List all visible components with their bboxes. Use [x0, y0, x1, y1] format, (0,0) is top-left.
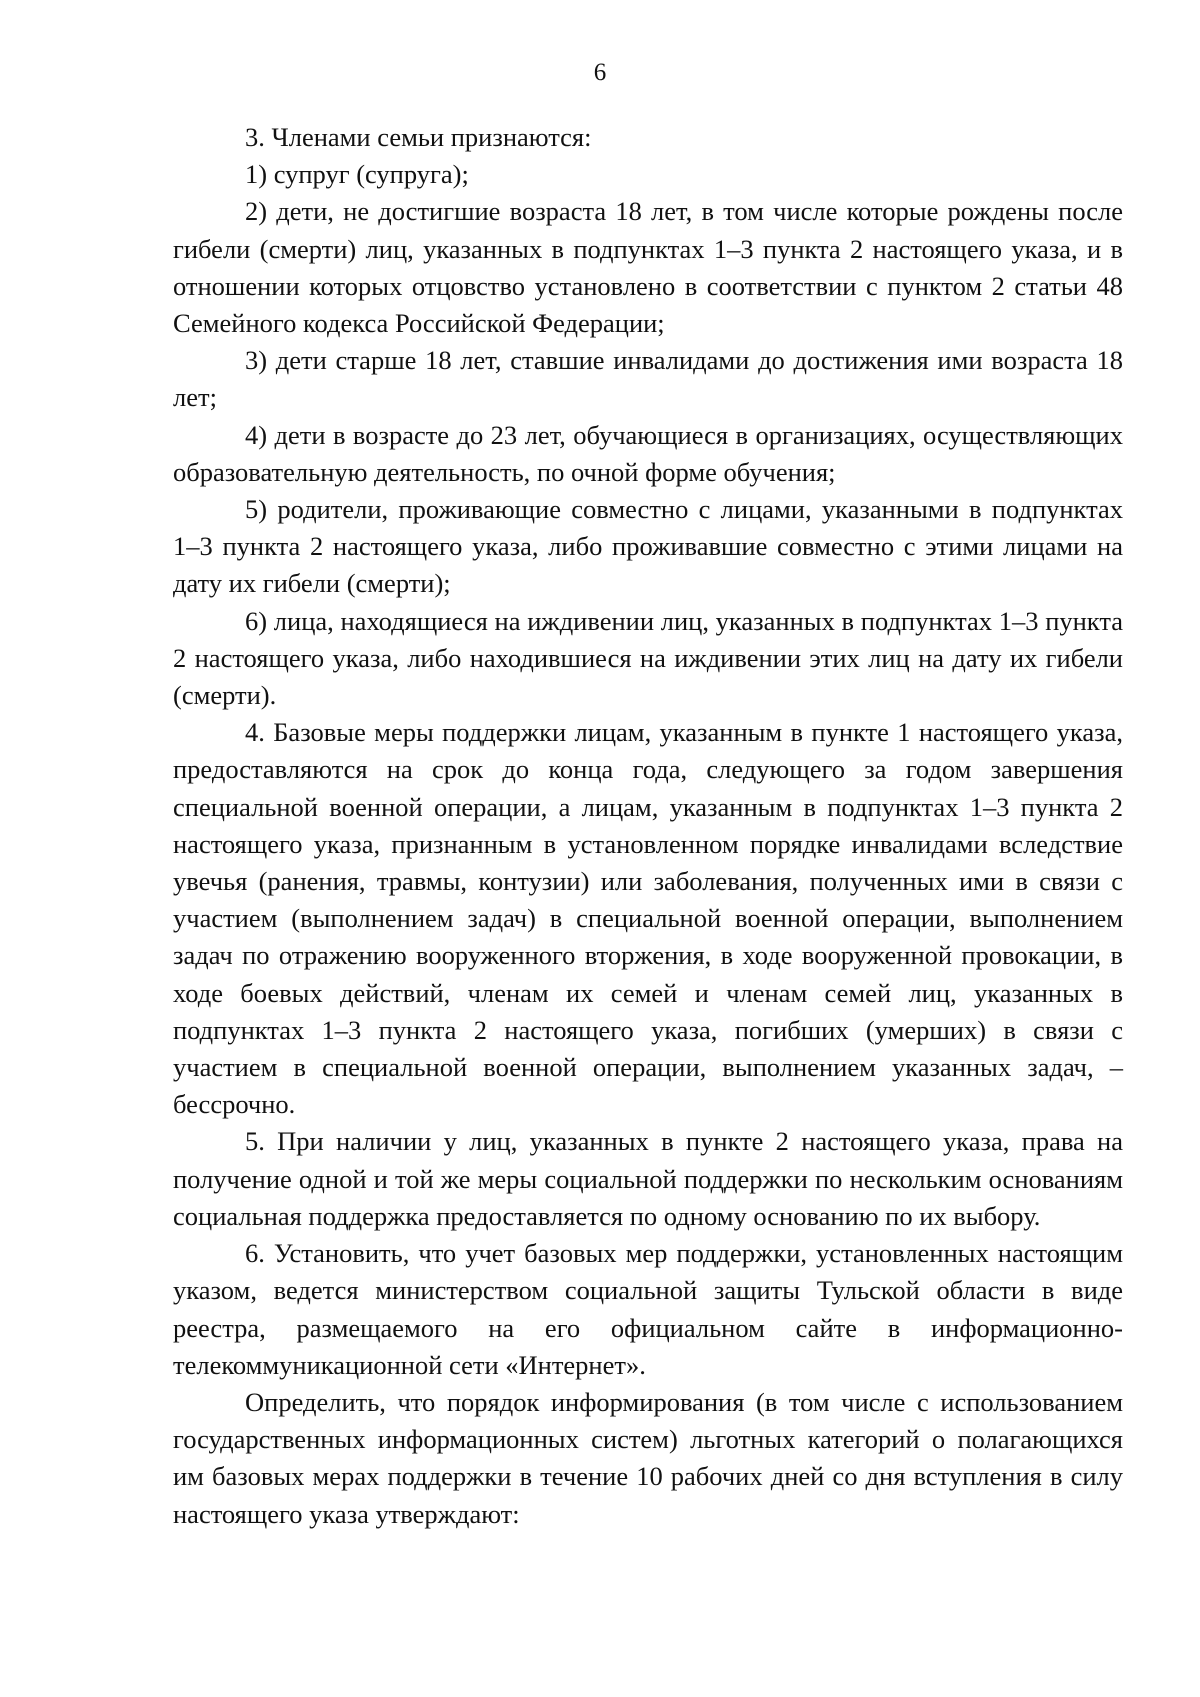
paragraph-5: 5. При наличии у лиц, указанных в пункте 2 настоящего указа, права на получение одной и той же меры социальной поддержки по нескольким основаниям социальная поддержка предоставляется по одному основанию по их выбору. [173, 1126, 1123, 1231]
paragraph-3-item-4: 4) дети в возрасте до 23 лет, обучающиеся в организациях, осуществляющих образовательную деятельность, по очной форме обучения; [173, 419, 1123, 487]
document-body [173, 119, 1123, 1533]
page-number: 6 [593, 59, 607, 86]
paragraph-3-item-6: 6) лица, находящиеся на иждивении лиц, указанных в подпунктах 1–3 пункта 2 настоящего указа, либо находившиеся на иждивении этих лиц на дату их гибели (смерти). [173, 605, 1123, 711]
paragraph-3-item-5: 5) родители, проживающие совместно с лицами, указанными в подпунктах 1–3 пункта 2 настоящего указа, либо проживавшие совместно с этими лицами на дату их гибели (смерти); [173, 494, 1123, 599]
paragraph-3-item-3: 3) дети старше 18 лет, ставшие инвалидами до достижения ими возраста 18 лет; [173, 345, 1123, 413]
paragraph-6: 6. Установить, что учет базовых мер поддержки, установленных настоящим указом, ведется министерством социальной защиты Тульской области в виде реестра, размещаемого на его официальном сайте в информационно-телекоммуникационной сети «Интернет». [173, 1238, 1123, 1380]
paragraph-3-heading: 3. Членами семьи признаются: [245, 122, 592, 152]
paragraph-6-continuation: Определить, что порядок информирования (в том числе с использованием государственных информационных систем) льготных категорий о полагающихся им базовых мерах поддержки в течение 10 рабочих дней со дня вступления в силу настоящего указа утверждают: [173, 1386, 1123, 1529]
paragraph-4: 4. Базовые меры поддержки лицам, указанным в пункте 1 настоящего указа, предоставляются на срок до конца года, следующего за годом завершения специальной военной операции, а лицам, указанным в подпунктах 1–3 пункта 2 настоящего указа, признанным в установленном порядке инвалидами вследствие увечья (ранения, травмы, контузии) или заболевания, полученных ими в связи с участием (выполнением задач) в специальной военной операции, выполнением задач по отражению вооруженного вторжения, в ходе вооруженной провокации, в ходе боевых действий, членам их семей и членам семей лиц, указанных в подпунктах 1–3 пункта 2 настоящего указа, погибших (умерших) в связи с участием в специальной военной операции, выполнением указанных задач, – бессрочно. [173, 717, 1123, 1120]
paragraph-3-item-2: 2) дети, не достигшие возраста 18 лет, в том числе которые рождены после гибели (смерти) лиц, указанных в подпунктах 1–3 пункта 2 настоящего указа, и в отношении которых отцовство установлено в соответствии с пунктом 2 статьи 48 Семейного кодекса Российской Федерации; [173, 196, 1123, 339]
paragraph-3-item-1: 1) супруг (супруга); [245, 159, 469, 190]
